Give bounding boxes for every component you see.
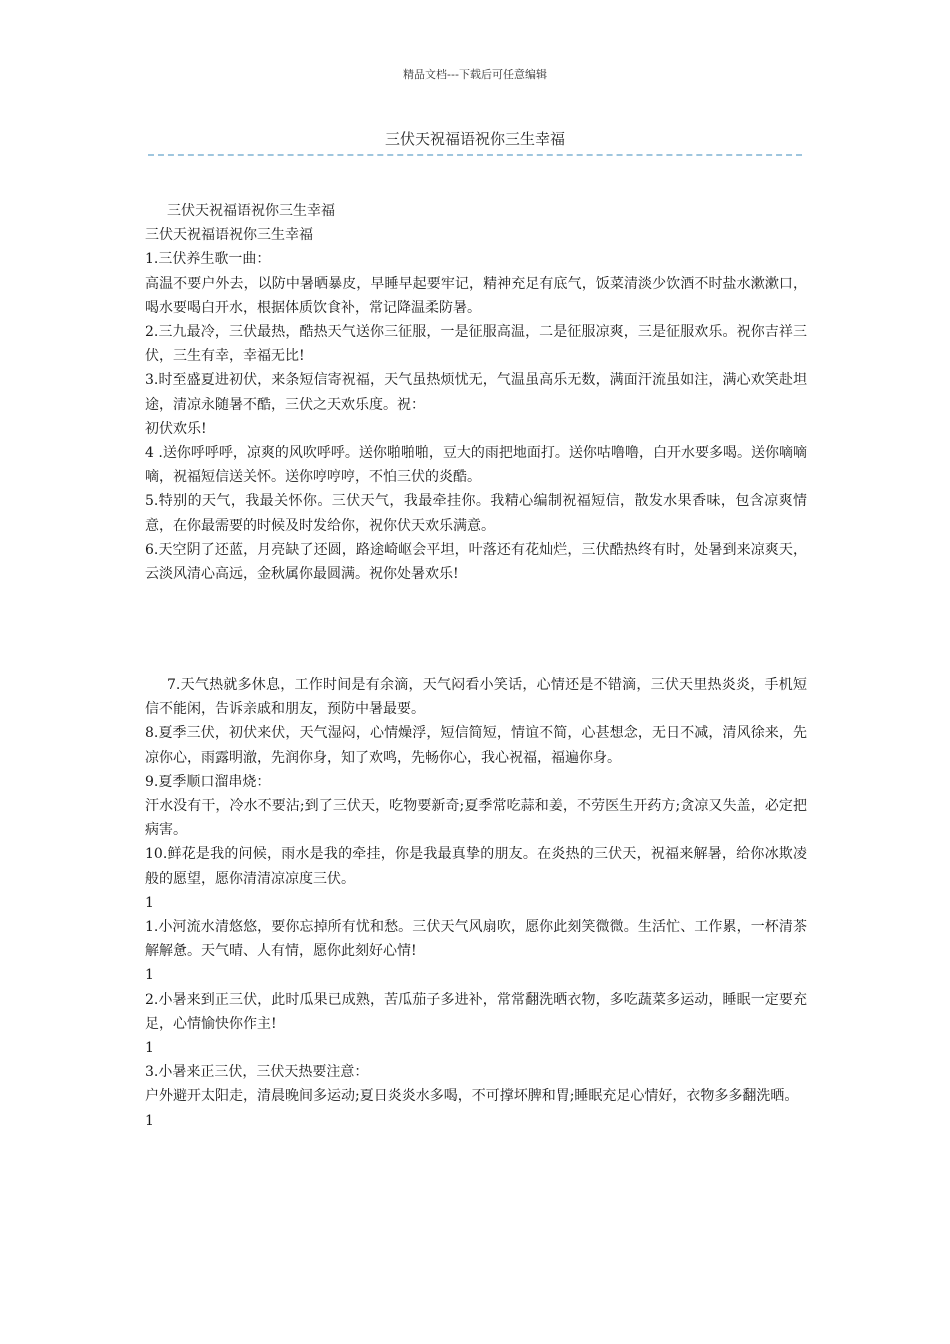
paragraph: 5.特别的天气，我最关怀你。三伏天气，我最牵挂你。我精心编制祝福短信，散发水果香味，包含凉爽情意，在你最需要的时候及时发给你，祝你伏天欢乐满意。 — [145, 493, 807, 534]
title-divider — [148, 154, 802, 156]
paragraph: 三伏天祝福语祝你三生幸福 — [167, 203, 335, 219]
paragraph: 9.夏季顺口溜串烧： — [145, 773, 271, 790]
paragraph: 3.小暑来正三伏，三伏天热要注意： — [145, 1064, 369, 1081]
document-title: 三伏天祝福语祝你三生幸福 — [384, 130, 565, 148]
paragraph: 1.三伏养生歌一曲： — [145, 251, 271, 268]
paragraph: 2.三九最冷，三伏最热，酷热天气送你三征服，一是征服高温，二是征服凉爽，三是征服欢乐。祝你吉祥三伏，三生有幸，幸福无比! — [145, 324, 807, 365]
paragraph: 2.小暑来到正三伏，此时瓜果已成熟，苦瓜茄子多进补，常常翻洗晒衣物，多吃蔬菜多运动，睡眠一定要充足，心情愉快你作主! — [145, 991, 807, 1032]
paragraph: 汗水没有干，冷水不要沾;到了三伏天，吃物要新奇;夏季常吃蒜和姜，不劳医生开药方;贪凉又失盖，必定把病害。 — [145, 798, 807, 839]
paragraph: 1 — [145, 1112, 154, 1129]
content-section-2 — [145, 673, 807, 1133]
paragraph: 户外避开太阳走，清晨晚间多运动;夏日炎炎水多喝，不可撑坏脾和胃;睡眠充足心情好，衣物多多翻洗晒。 — [145, 1088, 799, 1105]
paragraph: 初伏欢乐! — [145, 420, 207, 437]
paragraph: 高温不要户外去，以防中暑晒暴皮，早睡早起要牢记，精神充足有底气，饭菜清淡少饮酒不时盐水漱漱口，喝水要喝白开水，根据体质饮食补，常记降温柔防暑。 — [145, 275, 807, 316]
content-section-1 — [145, 199, 807, 586]
paragraph: 7.天气热就多休息，工作时间是有余滴，天气闷看小笑话，心情还是不错滴，三伏天里热炎炎，手机短信不能闲，告诉亲戚和朋友，预防中暑最要。 — [145, 677, 807, 718]
paragraph: 1 — [145, 894, 154, 911]
paragraph: 8.夏季三伏，初伏来伏，天气湿闷，心情燥浮，短信简短，情谊不简，心甚想念，无日不减，清风徐来，先凉你心，雨露明澈，先润你身，知了欢鸣，先畅你心，我心祝福，福遍你身。 — [145, 725, 807, 766]
paragraph: 1 — [145, 967, 154, 984]
paragraph: 4 .送你呼呼呼，凉爽的风吹呼呼。送你啪啪啪，豆大的雨把地面打。送你咕噜噜，白开水要多喝。送你嘀嘀嘀，祝福短信送关怀。送你哼哼哼，不怕三伏的炎酷。 — [145, 445, 807, 486]
paragraph: 1.小河流水清悠悠，要你忘掉所有忧和愁。三伏天气风扇吹，愿你此刻笑微微。生活忙、工作累，一杯清茶解解惫。天气晴、人有情，愿你此刻好心情! — [145, 919, 807, 960]
paragraph: 1 — [145, 1040, 154, 1057]
paragraph: 10.鲜花是我的问候，雨水是我的牵挂，你是我最真挚的朋友。在炎热的三伏天，祝福来解暑，给你冰欺凌般的愿望，愿你清清凉凉度三伏。 — [145, 846, 807, 887]
paragraph: 3.时至盛夏进初伏，来条短信寄祝福，天气虽热烦忧无，气温虽高乐无数，满面汗流虽如注，满心欢笑赴坦途，清凉永随暑不酷，三伏之天欢乐度。祝： — [145, 372, 807, 413]
header-note: 精品文档---下载后可任意编辑 — [403, 68, 547, 81]
paragraph: 6.天空阴了还蓝，月亮缺了还圆，路途崎岖会平坦，叶落还有花灿烂，三伏酷热终有时，处暑到来凉爽天，云淡风清心高远，金秋属你最圆满。祝你处暑欢乐! — [145, 541, 807, 583]
paragraph: 三伏天祝福语祝你三生幸福 — [145, 227, 313, 244]
